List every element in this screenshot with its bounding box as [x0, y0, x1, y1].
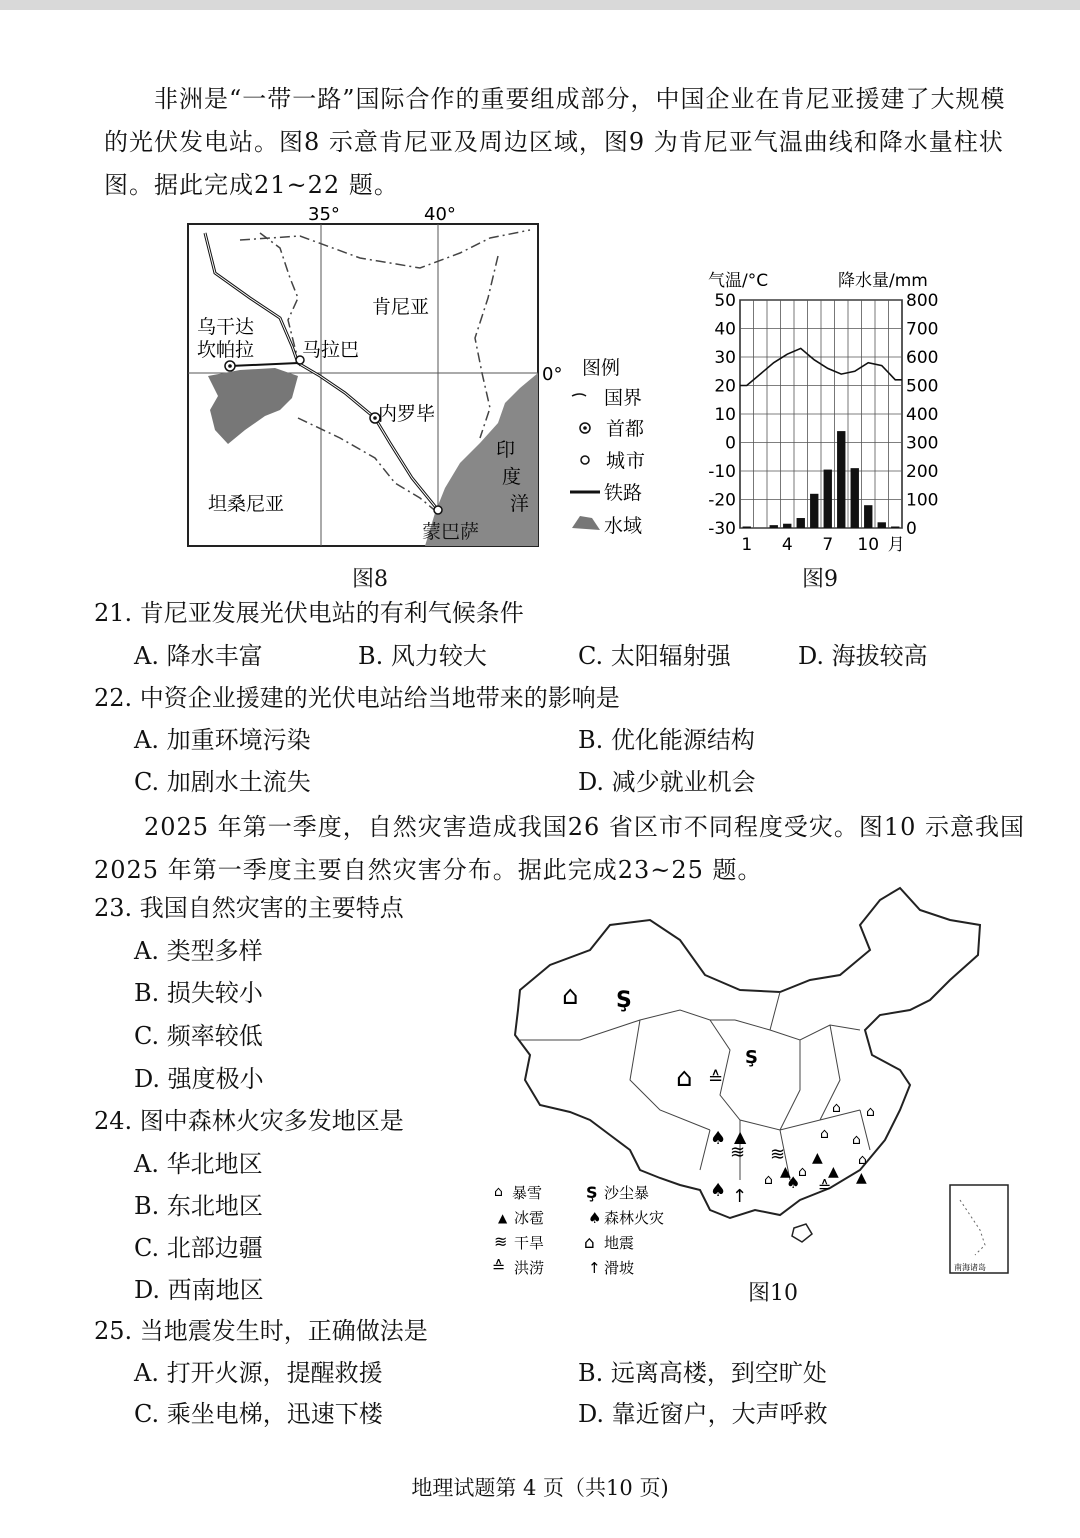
- q23-option-d[interactable]: D. 强度极小: [134, 1065, 264, 1093]
- q24-option-c[interactable]: C. 北部边疆: [134, 1234, 263, 1262]
- legend-border-label: 国界: [604, 387, 643, 409]
- q22-option-d[interactable]: D. 减少就业机会: [578, 768, 756, 796]
- legend-sandstorm-icon: Ş: [586, 1183, 598, 1202]
- temperature-tick-label: 10: [714, 405, 736, 425]
- forest-fire-icon: ♠: [786, 1173, 801, 1192]
- earthquake-icon: ⌂: [676, 1063, 693, 1093]
- label-kenya: 肯尼亚: [372, 296, 430, 318]
- snowstorm-icon: ⌂: [798, 1164, 807, 1180]
- sandstorm-icon: Ş: [745, 1047, 758, 1068]
- precipitation-axis-title: 降水量/mm: [838, 271, 928, 291]
- lon-35-label: 35°: [308, 204, 340, 225]
- precipitation-bar: [783, 524, 791, 528]
- hail-icon: ▲: [856, 1170, 867, 1186]
- precipitation-bar: [891, 527, 899, 529]
- legend-title: 图例: [582, 357, 621, 379]
- scan-top-edge: [0, 0, 1080, 10]
- q25-option-b[interactable]: B. 远离高楼，到空旷处: [578, 1359, 827, 1387]
- figure-8-map: [180, 198, 670, 598]
- legend-earthquake-icon: ⌂: [584, 1233, 595, 1253]
- mombasa-city-marker: [434, 506, 442, 514]
- q24-option-b[interactable]: B. 东北地区: [134, 1192, 263, 1220]
- legend-water-symbol: [572, 516, 600, 530]
- temperature-tick-label: 50: [714, 291, 736, 311]
- temperature-tick-label: -30: [708, 519, 736, 539]
- intro2-line2: 2025 年第一季度主要自然灾害分布。据此完成23~25 题。: [94, 856, 763, 884]
- precipitation-tick-label: 600: [906, 348, 939, 368]
- forest-fire-icon: ♠: [710, 1128, 727, 1149]
- precipitation-tick-label: 300: [906, 433, 939, 454]
- figure-9-caption: 图9: [802, 567, 838, 592]
- temperature-axis-title: 气温/°C: [708, 271, 769, 291]
- q24-option-d[interactable]: D. 西南地区: [134, 1276, 264, 1304]
- intro1-line3: 图。据此完成21~22 题。: [104, 171, 399, 199]
- sandstorm-icon: Ş: [616, 988, 632, 1013]
- q22-option-b[interactable]: B. 优化能源结构: [578, 726, 755, 754]
- precipitation-bar: [864, 505, 872, 528]
- precipitation-tick-label: 100: [906, 490, 939, 511]
- legend-snowstorm-label: 暴雪: [512, 1184, 543, 1202]
- label-uganda: 乌干达: [197, 316, 255, 338]
- figure-9-climate-chart: [700, 266, 960, 556]
- precipitation-tick-label: 400: [906, 405, 939, 425]
- legend-water-label: 水域: [604, 515, 643, 537]
- chart-ticks: [708, 291, 938, 555]
- label-kampala: 坎帕拉: [197, 339, 255, 361]
- q22-option-c[interactable]: C. 加剧水土流失: [134, 768, 311, 796]
- border-kenya-tanzania: [298, 418, 438, 513]
- precipitation-bar: [824, 470, 832, 528]
- legend-flood-label: 洪涝: [514, 1259, 545, 1277]
- q24-option-a[interactable]: A. 华北地区: [134, 1150, 263, 1178]
- legend-railway-label: 铁路: [604, 482, 643, 504]
- hail-icon: ▲: [828, 1164, 839, 1180]
- earthquake-icon: ⌂: [562, 981, 579, 1011]
- snowstorm-icon: ⌂: [764, 1172, 773, 1188]
- precipitation-bar: [797, 518, 805, 528]
- label-ocean-1: 印: [496, 439, 516, 461]
- temperature-tick-label: -10: [708, 462, 736, 482]
- inset-dots: [960, 1200, 985, 1255]
- legend-flood-icon: ≙: [492, 1257, 506, 1276]
- snowstorm-icon: ⌂: [832, 1100, 841, 1116]
- hainan-island: [792, 1224, 812, 1242]
- q25-option-a[interactable]: A. 打开火源，提醒救援: [134, 1359, 383, 1387]
- month-tick-label: 7: [822, 535, 834, 555]
- legend-earthquake-label: 地震: [604, 1234, 635, 1252]
- figure-10-caption: 图10: [748, 1281, 798, 1306]
- q25-stem: 25. 当地震发生时，正确做法是: [94, 1317, 428, 1345]
- temperature-tick-label: 30: [714, 348, 736, 368]
- legend-forest-fire-label: 森林火灾: [604, 1209, 665, 1227]
- precipitation-tick-label: 0: [906, 519, 917, 539]
- snowstorm-icon: ⌂: [858, 1152, 867, 1168]
- intro1-line2: 的光伏发电站。图8 示意肯尼亚及周边区域，图9 为肯尼亚气温曲线和降水量柱状: [104, 128, 1004, 156]
- q23-stem: 23. 我国自然灾害的主要特点: [94, 894, 404, 922]
- label-tanzania: 坦桑尼亚: [208, 493, 285, 515]
- q21-option-d[interactable]: D. 海拔较高: [798, 642, 928, 670]
- drought-icon: ≋: [770, 1144, 786, 1165]
- legend-hail-icon: ▲: [498, 1211, 508, 1225]
- label-malaba: 马拉巴: [302, 339, 360, 361]
- figure-8-caption: 图8: [352, 567, 388, 592]
- hail-icon: ▲: [780, 1164, 791, 1180]
- legend-capital-dot: [583, 426, 587, 430]
- legend-border-symbol: [572, 394, 586, 396]
- snowstorm-icon: ⌂: [866, 1104, 875, 1120]
- precipitation-bar: [810, 494, 818, 528]
- temperature-tick-label: 20: [714, 376, 736, 397]
- month-tick-label: 1: [741, 535, 753, 555]
- q24-stem: 24. 图中森林火灾多发地区是: [94, 1107, 404, 1135]
- legend-landslide-label: 滑坡: [604, 1259, 635, 1277]
- south-china-sea-inset: [950, 1185, 1008, 1273]
- q25-option-d[interactable]: D. 靠近窗户，大声呼救: [578, 1400, 828, 1428]
- drought-icon: ≋: [730, 1142, 746, 1163]
- q23-option-b[interactable]: B. 损失较小: [134, 979, 263, 1007]
- q25-option-c[interactable]: C. 乘坐电梯，迅速下楼: [134, 1400, 383, 1428]
- q23-option-a[interactable]: A. 类型多样: [134, 937, 263, 965]
- precipitation-tick-label: 800: [906, 291, 939, 311]
- nairobi-dot: [373, 416, 377, 420]
- lake-victoria: [208, 368, 298, 444]
- precipitation-bar: [743, 527, 751, 529]
- legend-drought-label: 干旱: [514, 1234, 545, 1252]
- legend-hail-label: 冰雹: [514, 1209, 545, 1227]
- lon-40-label: 40°: [424, 204, 456, 225]
- temperature-tick-label: -20: [708, 490, 736, 511]
- legend-capital-label: 首都: [606, 418, 645, 440]
- legend-city-prefix: 城: [606, 450, 626, 472]
- label-ocean-3: 洋: [510, 493, 530, 515]
- legend-landslide-icon: ↑: [588, 1259, 601, 1277]
- x-unit-label: 月: [887, 535, 905, 555]
- railway-branch: [230, 363, 298, 366]
- chart-grid: [740, 300, 902, 528]
- label-ocean-2: 度: [502, 466, 522, 488]
- snowstorm-icon: ⌂: [852, 1132, 861, 1148]
- q21-option-b[interactable]: B. 风力较大: [358, 642, 487, 670]
- border-kenya-uganda: [260, 233, 300, 366]
- landslide-icon: ↑: [732, 1186, 748, 1207]
- precipitation-tick-label: 500: [906, 376, 939, 397]
- label-nairobi: 内罗毕: [378, 403, 436, 425]
- precipitation-bar: [837, 431, 845, 528]
- precipitation-bar: [878, 522, 886, 528]
- q22-stem: 22. 中资企业援建的光伏电站给当地带来的影响是: [94, 684, 620, 712]
- legend-forest-fire-icon: ♠: [588, 1209, 602, 1227]
- q21-option-a[interactable]: A. 降水丰富: [134, 642, 263, 670]
- q21-stem: 21. 肯尼亚发展光伏电站的有利气候条件: [94, 599, 524, 627]
- border-east: [475, 256, 498, 438]
- hail-icon: ▲: [812, 1150, 823, 1166]
- label-mombasa: 蒙巴萨: [422, 521, 480, 543]
- lat-0-label: 0°: [542, 364, 563, 385]
- inset-label: 南海诸岛: [954, 1263, 986, 1272]
- intro2-line1: 2025 年第一季度，自然灾害造成我国26 省区市不同程度受灾。图10 示意我国: [144, 813, 1026, 841]
- snowstorm-icon: ⌂: [820, 1126, 829, 1142]
- precipitation-tick-label: 200: [906, 462, 939, 482]
- figure-10-china-map: [480, 880, 1020, 1280]
- q21-option-c[interactable]: C. 太阳辐射强: [578, 642, 731, 670]
- hail-icon: ▲: [734, 1127, 747, 1146]
- legend-drought-icon: ≋: [494, 1232, 508, 1251]
- flood-icon: ≙: [708, 1068, 724, 1089]
- temperature-tick-label: 40: [714, 319, 736, 340]
- precipitation-tick-label: 700: [906, 319, 939, 340]
- forest-fire-icon: ♠: [710, 1180, 727, 1201]
- legend-city-label: 市: [626, 450, 646, 472]
- kampala-dot: [228, 364, 232, 368]
- intro-paragraph-1: [104, 78, 1034, 207]
- month-tick-label: 4: [781, 535, 793, 555]
- precipitation-bar: [851, 468, 859, 528]
- legend-city-symbol: [581, 456, 589, 464]
- page-footer: 地理试题第 4 页（共10 页): [411, 1476, 669, 1500]
- border-north: [240, 230, 530, 268]
- legend-snowstorm-icon: ⌂: [494, 1184, 503, 1200]
- q23-option-c[interactable]: C. 频率较低: [134, 1022, 263, 1050]
- flood-icon: ≙: [818, 1177, 832, 1196]
- legend-sandstorm-label: 沙尘暴: [604, 1184, 650, 1202]
- intro1-line1: 非洲是“一带一路”国际合作的重要组成部分，中国企业在肯尼亚援建了大规模: [154, 85, 1006, 113]
- month-tick-label: 10: [857, 535, 880, 555]
- temperature-tick-label: 0: [725, 433, 736, 454]
- q22-option-a[interactable]: A. 加重环境污染: [134, 726, 311, 754]
- precipitation-bar: [770, 525, 778, 528]
